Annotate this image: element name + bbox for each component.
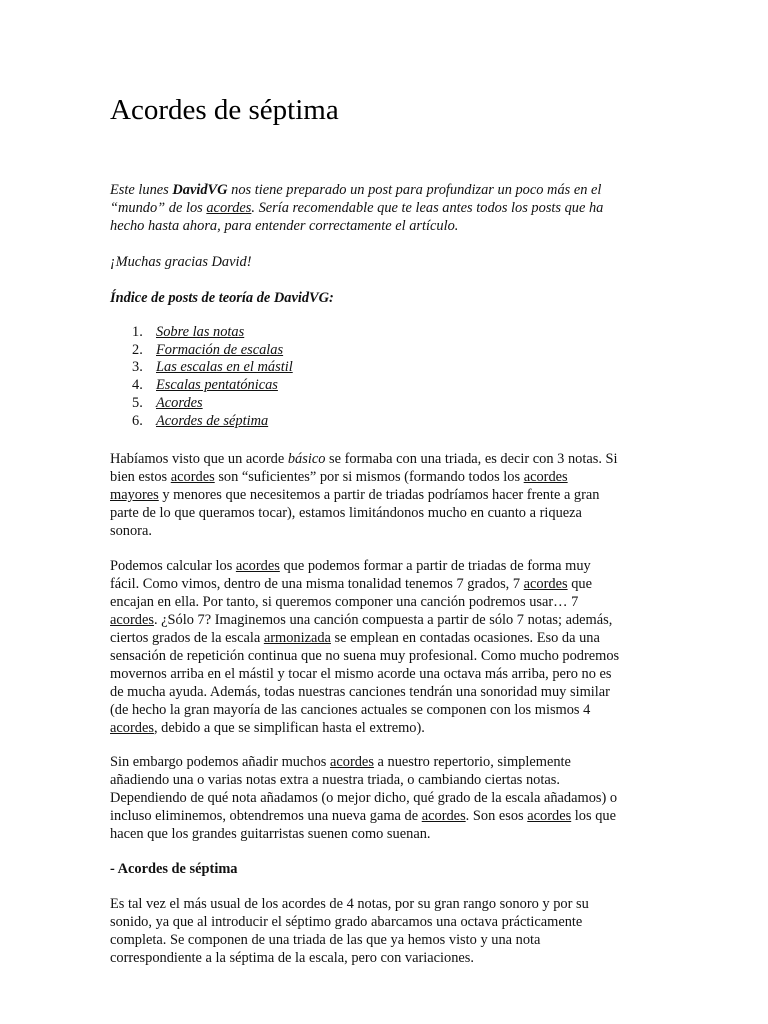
p2-line: de mucha ayuda. Además, todas nuestras canciones tendrán una sonoridad muy similar [110,684,610,700]
p1-text: bien estos [110,469,171,485]
p1-text: se formaba con una triada, es decir con 3 notas. Si [325,451,618,467]
link-acordes[interactable]: acordes [110,612,154,628]
index-number: 5. [132,394,143,411]
post-index-list [110,324,293,430]
p3-text: incluso eliminemos, obtendremos una nueva gama de [110,808,422,824]
index-item [110,359,293,377]
intro-text: Este lunes [110,182,173,198]
index-link-acordes[interactable]: Acordes [156,394,203,411]
p3-line [110,807,662,825]
p4-line: completa. Se componen de una triada de las que ya hemos visto y una nota [110,932,541,948]
p3-line: Dependiendo de qué nota añadamos (o mejor dicho, qué grado de la escala añadamos) o [110,790,618,806]
link-acordes[interactable]: acordes [329,754,374,770]
p1-line: sonora. [110,523,152,539]
p2-line [110,557,662,575]
p1-line [110,468,662,486]
p1-line [110,486,662,504]
body-paragraph-4 [110,895,662,967]
p1-text: Habíamos visto que un acorde [110,451,288,467]
link-acordes[interactable]: acordes [527,808,572,824]
index-item [110,413,293,431]
p2-text: se emplean en contadas ocasiones. Eso da una [330,630,600,646]
index-number: 1. [132,324,143,340]
link-acordes[interactable]: acordes [206,200,252,216]
p3-text: los que [571,808,616,824]
intro-paragraph [110,181,662,235]
p2-line [110,719,662,737]
index-number: 4. [132,377,143,394]
p2-text: ciertos grados de la escala [110,630,264,646]
link-acordes[interactable]: acordes [235,558,280,574]
p1-line: parte de lo que queramos tocar), estamos limitándonos mucho en cuanto a riqueza [110,505,582,521]
intro-line-3: hecho hasta ahora, para entender correctamente el artículo. [110,218,459,234]
p1-line [110,450,662,468]
emphasis-basico: básico [287,451,326,467]
p2-line [110,575,662,593]
p3-line: hacen que los grandes guitarristas suenen como suenan. [110,826,431,842]
p2-line [110,629,662,647]
index-number: 2. [132,341,143,358]
p2-text: que [567,576,592,592]
link-acordes-mayores[interactable]: mayores [110,487,159,503]
index-item [110,377,293,395]
link-acordes[interactable]: acordes [523,576,568,592]
link-acordes-mayores[interactable]: acordes [523,469,568,485]
index-item [110,324,293,342]
index-link-escalas-en-el-mastil[interactable]: Las escalas en el mástil [156,359,293,376]
p3-text: Sin embargo podemos añadir muchos [110,754,330,770]
index-heading: Índice de posts de teoría de DavidVG: [110,290,334,306]
index-link-acordes-de-septima[interactable]: Acordes de séptima [156,412,269,429]
thanks-text: ¡Muchas gracias David! [110,254,252,270]
p4-line: Es tal vez el más usual de los acordes de 4 notas, por su gran rango sonoro y por su [110,896,589,912]
p3-line: añadiendo una o varias notas extra a nuestra triada, o cambiando ciertas notas. [110,772,560,788]
p2-text: que podemos formar a partir de triadas de forma muy [279,558,591,574]
section-heading: - Acordes de séptima [110,861,238,877]
index-link-formacion-de-escalas[interactable]: Formación de escalas [156,341,284,358]
p4-line: correspondiente a la séptima de la escala, pero con variaciones. [110,950,474,966]
p2-line: encajan en ella. Por tanto, si queremos componer una canción podremos usar… 7 [110,594,579,610]
p4-line: sonido, ya que al introducir el séptimo grado abarcamos una octava prácticamente [110,914,583,930]
p2-line: sensación de repetición continua que no suena muy profesional. Como mucho podremos [110,648,620,664]
link-acordes[interactable]: acordes [170,469,215,485]
p1-text: son “suficientes” por si mismos (formando todos los [214,469,524,485]
body-paragraph-3 [110,753,662,843]
p2-line [110,611,662,629]
p3-text: . Son esos [465,808,528,824]
index-item [110,342,293,360]
body-paragraph-2 [110,557,662,737]
author-name: DavidVG [172,182,228,198]
index-link-sobre-las-notas[interactable]: Sobre las notas [156,324,245,340]
intro-text: “mundo” de los [110,200,207,216]
intro-text: nos tiene preparado un post para profundizar un poco más en el [227,182,602,198]
intro-line-2 [110,199,662,217]
link-acordes[interactable]: acordes [110,720,154,736]
index-number: 3. [132,359,143,376]
index-number: 6. [132,412,143,429]
p3-text: a nuestro repertorio, simplemente [373,754,571,770]
body-paragraph-1 [110,450,662,540]
link-armonizada[interactable]: armonizada [263,630,331,646]
index-link-escalas-pentatonicas[interactable]: Escalas pentatónicas [156,377,278,394]
p1-text: y menores que necesitemos a partir de triadas podríamos hacer frente a gran [158,487,600,503]
link-acordes[interactable]: acordes [421,808,466,824]
p3-line [110,753,662,771]
p2-text: , debido a que se simplifican hasta el extremo). [153,720,425,736]
page-title: Acordes de séptima [110,94,339,126]
intro-text: . Sería recomendable que te leas antes todos los posts que ha [251,200,604,216]
p2-line: movernos arriba en el mástil y tocar el mismo acorde una octava más arriba, pero no es [110,666,612,682]
intro-line-1 [110,181,662,199]
index-item [110,395,293,413]
p2-line: (de hecho la gran mayoría de las canciones actuales se componen con los mismos 4 [110,702,591,718]
p2-text: . ¿Sólo 7? Imaginemos una canción compuesta a partir de sólo 7 notas; además, [153,612,613,628]
p2-text: Podemos calcular los [110,558,236,574]
p2-text: fácil. Como vimos, dentro de una misma tonalidad tenemos 7 grados, 7 [110,576,524,592]
